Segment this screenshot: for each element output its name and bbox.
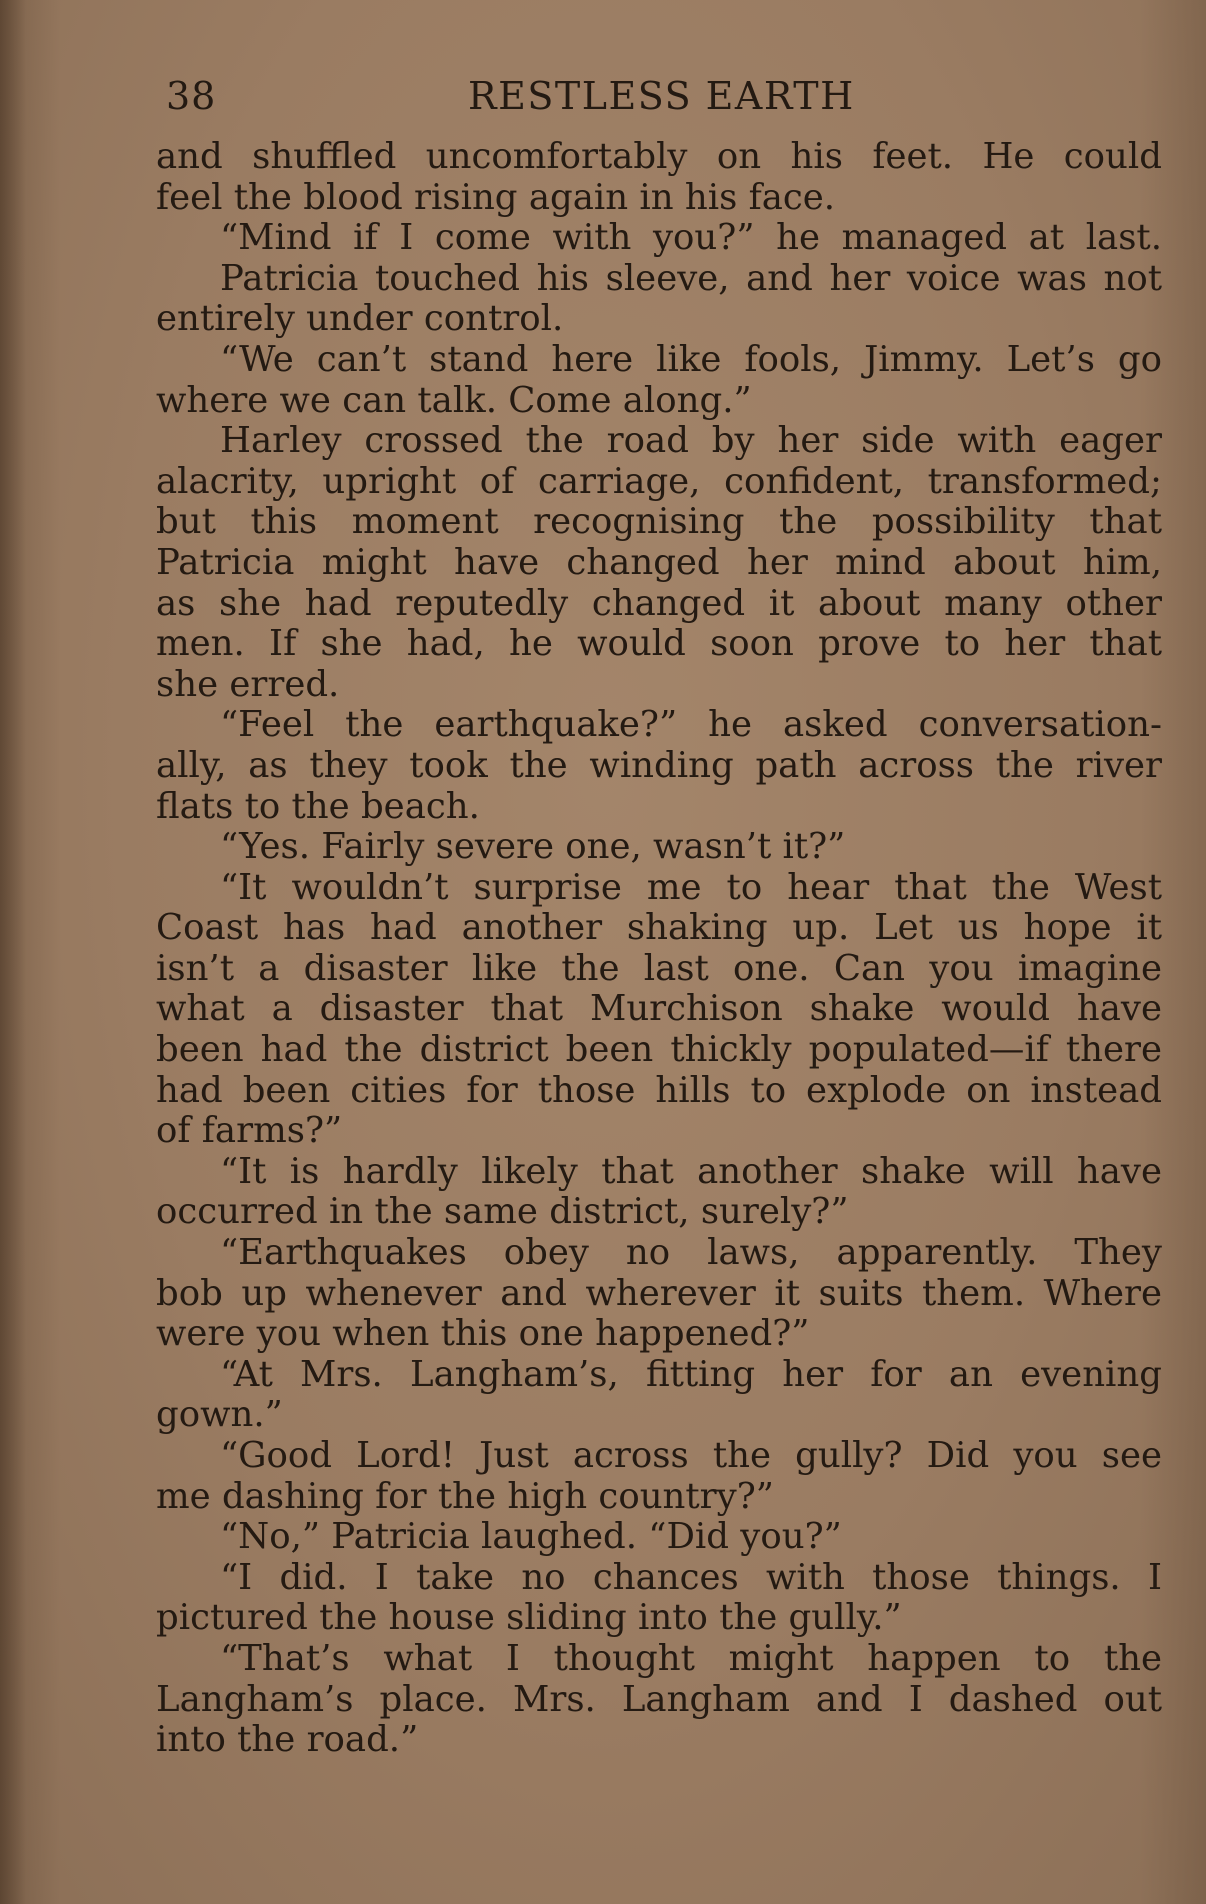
text-line: “I did. I take no chances with those things. I [220,1556,1162,1598]
body-text [156,137,1162,1761]
text-line: “Earthquakes obey no laws, apparently. They [220,1232,1162,1274]
text-line: but this moment recognising the possibility that [156,501,1162,543]
text-line: “It wouldn’t surprise me to hear that the West [220,866,1162,908]
text-line: feel the blood rising again in his face. [156,176,836,218]
text-line: as she had reputedly changed it about many other [156,582,1162,624]
text-line: “No,” Patricia laughed. “Did you?” [220,1516,842,1558]
text-line: men. If she had, he would soon prove to her that [156,623,1162,665]
text-line: bob up whenever and wherever it suits them. Where [156,1272,1162,1314]
text-line: what a disaster that Murchison shake would have [156,988,1162,1030]
text-line: isn’t a disaster like the last one. Can you imagine [156,947,1162,989]
text-line: alacrity, upright of carriage, confident, transformed; [156,460,1162,502]
text-line: of farms?” [156,1110,343,1152]
text-line: Patricia might have changed her mind about him, [156,541,1162,583]
text-line: “We can’t stand here like fools, Jimmy. Let’s go [220,338,1162,380]
text-line: Harley crossed the road by her side with eager [220,420,1162,462]
text-line: had been cities for those hills to explode on instead [156,1069,1162,1111]
text-line: “At Mrs. Langham’s, fitting her for an evening [220,1353,1162,1395]
text-line: ally, as they took the winding path across the river [156,744,1162,786]
text-line: “Feel the earthquake?” he asked conversation- [220,704,1162,746]
text-line: “That’s what I thought might happen to the [220,1637,1162,1679]
text-line: and shuffled uncomfortably on his feet. He could [156,136,1162,177]
text-line: Coast has had another shaking up. Let us hope it [156,907,1162,949]
text-line: Langham’s place. Mrs. Langham and I dashed out [156,1678,1162,1720]
text-line: been had the district been thickly populated—if there [156,1029,1162,1071]
text-line: “It is hardly likely that another shake will have [220,1150,1162,1192]
text-line: occurred in the same district, surely?” [156,1191,849,1233]
text-line: “Mind if I come with you?” he managed at last. [220,217,1162,259]
text-line: were you when this one happened?” [156,1313,810,1355]
text-line: pictured the house sliding into the gully.” [156,1597,902,1639]
running-head [166,66,1166,126]
page-edge-shadow [0,0,26,1904]
text-line: “Yes. Fairly severe one, wasn’t it?” [220,826,846,868]
page-number: 38 [166,74,217,118]
text-line: me dashing for the high country?” [156,1475,774,1517]
text-line: “Good Lord! Just across the gully? Did you see [220,1435,1162,1476]
text-line: gown.” [156,1394,283,1436]
running-title: RESTLESS EARTH [468,74,855,118]
text-line: into the road.” [156,1719,419,1761]
text-line: entirely under control. [156,298,564,340]
text-line: she erred. [156,663,340,705]
text-line: where we can talk. Come along.” [156,379,752,421]
text-line: Patricia touched his sleeve, and her voice was not [220,257,1162,299]
text-line: flats to the beach. [156,785,480,827]
